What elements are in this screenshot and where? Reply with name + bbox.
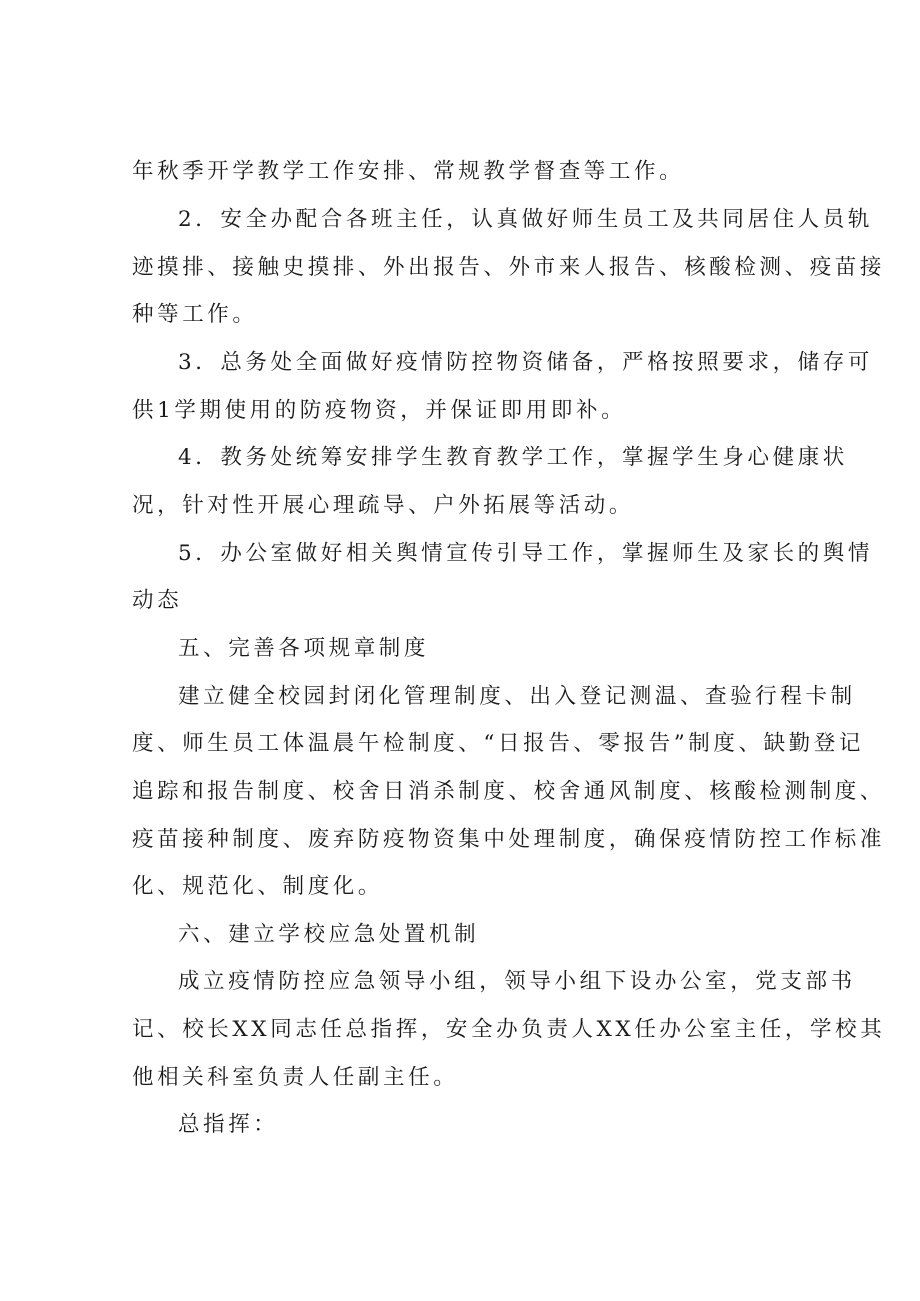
paragraph-line: 总指挥： xyxy=(178,1112,279,1137)
paragraph-line: 况，针对性开展心理疏导、户外拓展等活动。 xyxy=(132,493,635,518)
paragraph-line: 他相关科室负责人任副主任。 xyxy=(132,1065,459,1090)
paragraph-line: 年秋季开学教学工作安排、常规教学督查等工作。 xyxy=(132,159,685,184)
paragraph-line: 建立健全校园封闭化管理制度、出入登记测温、查验行程卡制 xyxy=(178,684,856,709)
paragraph-line: 2．安全办配合各班主任，认真做好师生员工及共同居住人员轨 xyxy=(178,207,873,232)
paragraph-line: 度、师生员工体温晨午检制度、“日报告、零报告”制度、缺勤登记 xyxy=(132,731,864,756)
paragraph-line: 疫苗接种制度、废弃防疫物资集中处理制度，确保疫情防控工作标准 xyxy=(132,827,886,852)
section-heading: 五、完善各项规章制度 xyxy=(178,636,430,661)
paragraph-line: 化、规范化、制度化。 xyxy=(132,874,384,899)
paragraph-line: 追踪和报告制度、校舍日消杀制度、校舍通风制度、核酸检测制度、 xyxy=(132,779,886,804)
paragraph-line: 4．教务处统筹安排学生教育教学工作，掌握学生身心健康状 xyxy=(178,445,848,470)
paragraph-line: 动态 xyxy=(132,588,183,613)
paragraph-line: 供1学期使用的防疫物资，并保证即用即补。 xyxy=(132,398,627,423)
paragraph-line: 迹摸排、接触史摸排、外出报告、外市来人报告、核酸检测、疫苗接 xyxy=(132,255,886,280)
paragraph-line: 5．办公室做好相关舆情宣传引导工作，掌握师生及家长的舆情 xyxy=(178,541,873,566)
paragraph-line: 记、校长XX同志任总指挥，安全办负责人XX任办公室主任，学校其 xyxy=(132,1017,886,1042)
paragraph-line: 成立疫情防控应急领导小组，领导小组下设办公室，党支部书 xyxy=(178,969,856,994)
paragraph-line: 种等工作。 xyxy=(132,302,258,327)
paragraph-line: 3．总务处全面做好疫情防控物资储备，严格按照要求，储存可 xyxy=(178,350,873,375)
section-heading: 六、建立学校应急处置机制 xyxy=(178,922,480,947)
